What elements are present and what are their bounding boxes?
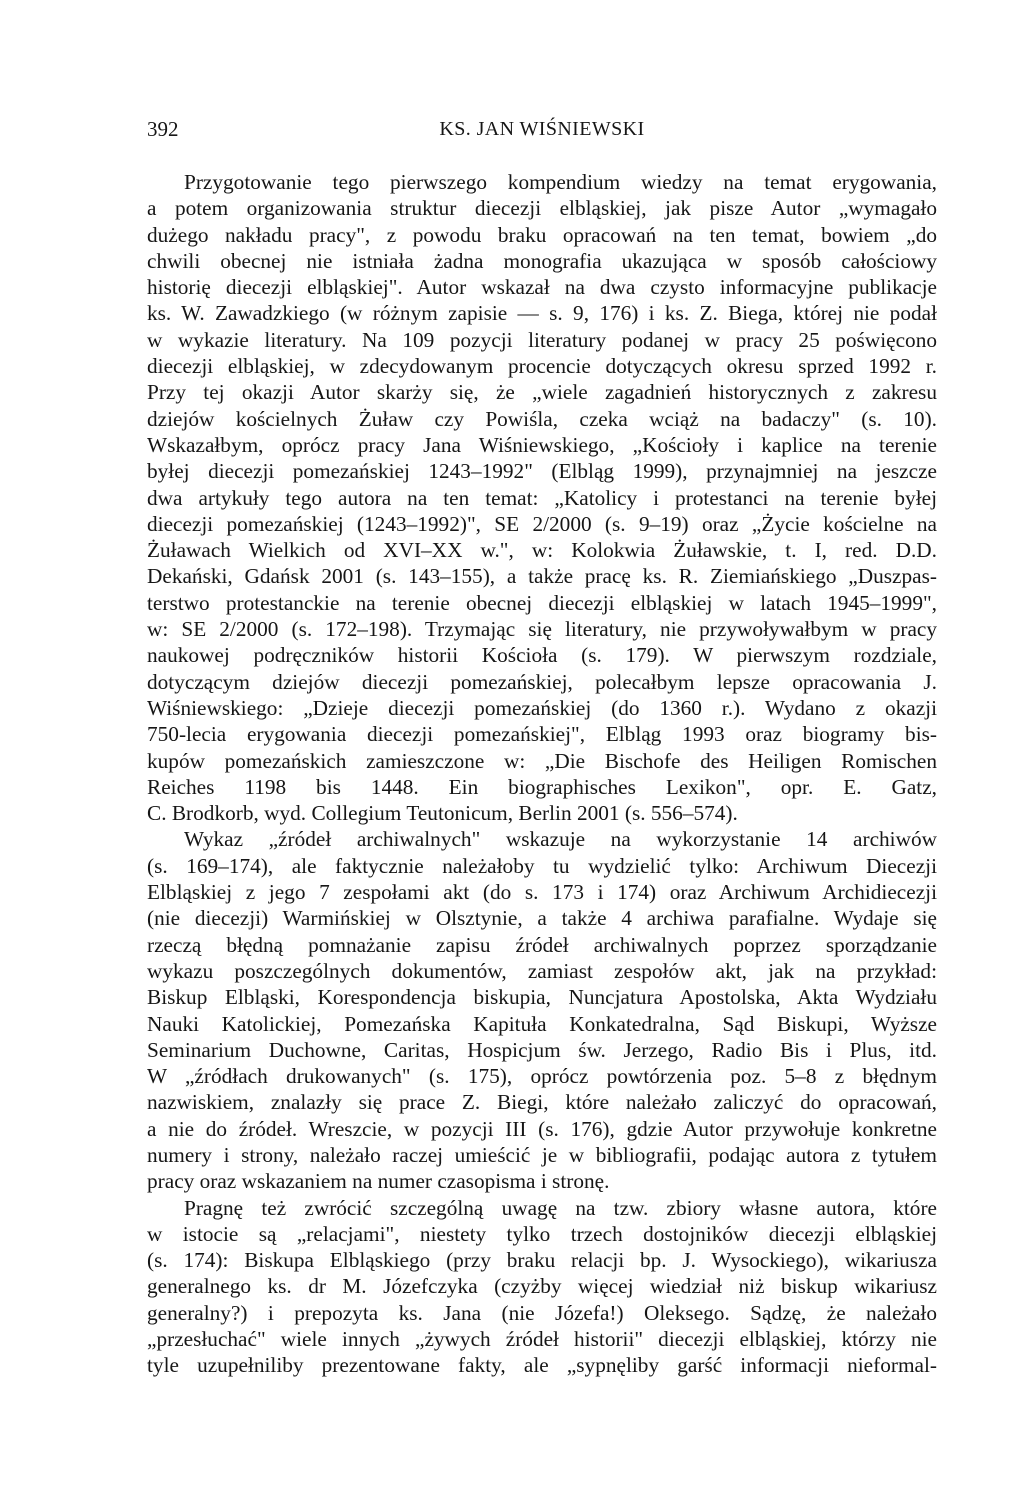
text-line: Pragnę też zwrócić szczególną uwagę na tzw. zbiory własne autora, które xyxy=(184,1195,937,1220)
text-line: wykazu poszczególnych dokumentów, zamiast zespołów akt, jak na przykład: xyxy=(147,958,937,983)
text-line: rzeczą błędną pomnażanie zapisu źródeł archiwalnych poprzez sporządzanie xyxy=(147,932,937,957)
text-line: a nie do źródeł. Wreszcie, w pozycji III (s. 176), gdzie Autor przywołuje konkretne xyxy=(147,1116,937,1141)
text-line: Elbląskiej z jego 7 zespołami akt (do s. 173 i 174) oraz Archiwum Archidiecezji xyxy=(147,880,937,905)
text-line: Seminarium Duchowne, Caritas, Hospicjum św. Jerzego, Radio Bis i Plus, itd. xyxy=(147,1037,937,1062)
text-line: naukowej podręczników historii Kościoła (s. 179). W pierwszym rozdziale, xyxy=(147,643,937,668)
text-line: W „źródłach drukowanych" (s. 175), oprócz powtórzenia poz. 5–8 z błędnym xyxy=(147,1064,937,1089)
text-line: dwa artykuły tego autora na ten temat: „Katolicy i protestanci na terenie byłej xyxy=(147,485,937,510)
running-head xyxy=(147,114,937,144)
text-line: 750-lecia erygowania diecezji pomezańskiej", Elbląg 1993 oraz biogramy bis- xyxy=(147,722,937,747)
text-line: (nie diecezji) Warmińskiej w Olsztynie, a także 4 archiwa parafialne. Wydaje się xyxy=(147,906,937,931)
body-text xyxy=(147,169,937,1379)
text-line: chwili obecnej nie istniała żadna monografia ukazująca w sposób całościowy xyxy=(147,248,937,273)
text-line: diecezji elbląskiej, w zdecydowanym procencie dotyczących okresu sprzed 1992 r. xyxy=(147,354,937,379)
page-number: 392 xyxy=(147,117,179,141)
text-line: dziejów kościelnych Żuław czy Powiśla, czeka wciąż na badaczy" (s. 10). xyxy=(147,406,937,431)
text-line: (s. 169–174), ale faktycznie należałoby tu wydzielić tylko: Archiwum Diecezji xyxy=(147,853,937,878)
text-line: Nauki Katolickiej, Pomezańska Kapituła Konkatedralna, Sąd Biskupi, Wyższe xyxy=(147,1011,937,1036)
text-line: nazwiskiem, znalazły się prace Z. Biegi, które należało zaliczyć do opracowań, xyxy=(147,1090,937,1115)
text-line: Wskazałbym, oprócz pracy Jana Wiśniewskiego, „Kościoły i kaplice na terenie xyxy=(147,432,937,457)
text-line: Wykaz „źródeł archiwalnych" wskazuje na wykorzystanie 14 archiwów xyxy=(184,827,937,852)
text-line: generalnego ks. dr M. Józefczyka (czyżby więcej wiedział niż biskup wikariusz xyxy=(147,1274,937,1299)
text-line: w: SE 2/2000 (s. 172–198). Trzymając się literatury, nie przywoływałbym w pracy xyxy=(147,617,937,642)
text-line: numery i strony, należało raczej umieścić je w bibliografii, podając autora z tytułem xyxy=(147,1142,937,1167)
text-line: w istocie są „relacjami", niestety tylko trzech dostojników diecezji elbląskiej xyxy=(147,1221,937,1246)
text-line: Żuławach Wielkich od XVI–XX w.", w: Kolokwia Żuławskie, t. I, red. D.D. xyxy=(147,538,937,563)
text-line: historię diecezji elbląskiej". Autor wskazał na dwa czysto informacyjne publikacje xyxy=(147,275,937,300)
text-line: Przygotowanie tego pierwszego kompendium wiedzy na temat erygowania, xyxy=(184,170,937,194)
text-line: dużego nakładu pracy", z powodu braku opracowań na ten temat, bowiem „do xyxy=(147,222,937,247)
text-line: kupów pomezańskich zamieszczone w: „Die Bischofe des Heiligen Romischen xyxy=(147,748,937,773)
text-line: a potem organizowania struktur diecezji elbląskiej, jak pisze Autor „wymagało xyxy=(147,196,937,221)
text-line: Wiśniewskiego: „Dzieje diecezji pomezańskiej (do 1360 r.). Wydano z okazji xyxy=(147,695,937,720)
text-line: Przy tej okazji Autor skarży się, że „wiele zagadnień historycznych z zakresu xyxy=(147,380,937,405)
text-line: ks. W. Zawadzkiego (w różnym zapisie — s. 9, 176) i ks. Z. Biega, której nie podał xyxy=(147,301,937,326)
text-line: Biskup Elbląski, Korespondencja biskupia, Nuncjatura Apostolska, Akta Wydziału xyxy=(147,985,937,1010)
text-line: byłej diecezji pomezańskiej 1243–1992" (Elbląg 1999), przynajmniej na jeszcze xyxy=(147,459,937,484)
text-line: Reiches 1198 bis 1448. Ein biographisches Lexikon", opr. E. Gatz, xyxy=(147,774,937,799)
text-line: (s. 174): Biskupa Elbląskiego (przy braku relacji bp. J. Wysockiego), wikariusza xyxy=(147,1248,937,1273)
text-line: Dekański, Gdańsk 2001 (s. 143–155), a także pracę ks. R. Ziemiańskiego „Duszpas- xyxy=(147,564,937,589)
text-line: w wykazie literatury. Na 109 pozycji literatury podanej w pracy 25 poświęcono xyxy=(147,327,937,352)
text-line: pracy oraz wskazaniem na numer czasopisma i stronę. xyxy=(147,1169,610,1194)
text-line: C. Brodkorb, wyd. Collegium Teutonicum, Berlin 2001 (s. 556–574). xyxy=(147,801,738,826)
text-line: diecezji pomezańskiej (1243–1992)", SE 2/2000 (s. 9–19) oraz „Życie kościelne na xyxy=(147,511,937,536)
running-head-author: KS. JAN WIŚNIEWSKI xyxy=(439,118,645,140)
text-line: terstwo protestanckie na terenie obecnej diecezji elbląskiej w latach 1945–1999", xyxy=(147,590,937,615)
text-line: dotyczącym dziejów diecezji pomezańskiej, polecałbym lepsze opracowania J. xyxy=(147,669,937,694)
text-line: „przesłuchać" wiele innych „żywych źródeł historii" diecezji elbląskiej, którzy nie xyxy=(147,1327,937,1352)
text-line: generalny?) i prepozyta ks. Jana (nie Józefa!) Oleksego. Sądzę, że należało xyxy=(147,1300,937,1325)
text-line: tyle uzupełniliby prezentowane fakty, ale „sypnęliby garść informacji nieformal- xyxy=(147,1353,937,1378)
